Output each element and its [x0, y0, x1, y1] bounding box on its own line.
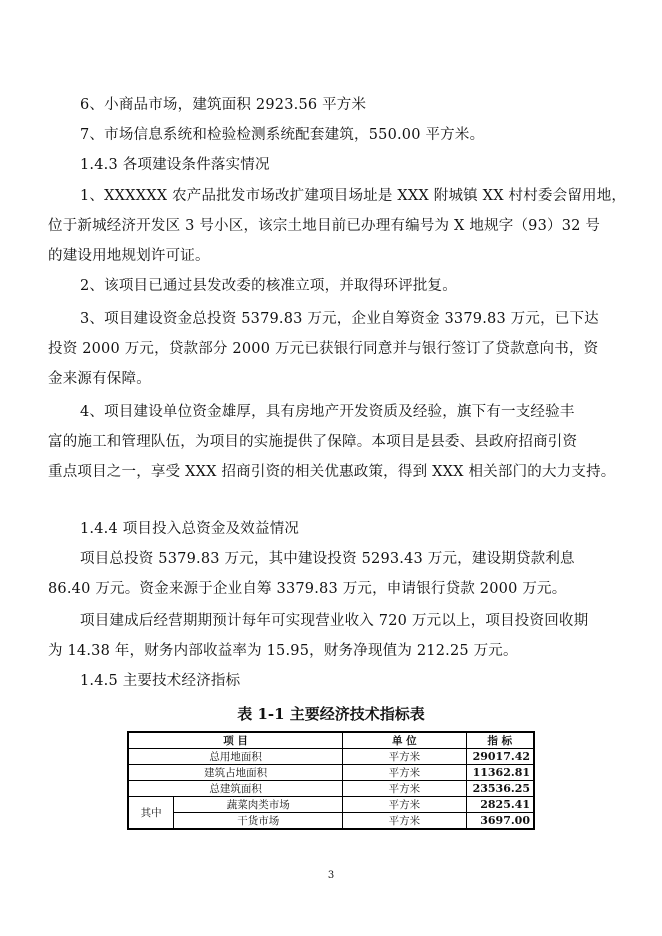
p-site-line-2: 位于新城经济开发区 3 号小区，该宗土地目前已办理有编号为 X 地规字（93）32 号: [48, 218, 601, 234]
header-value: 指 标: [466, 732, 534, 749]
row-unit: 平方米: [343, 797, 466, 813]
header-unit: 单 位: [343, 732, 466, 749]
table-header-row: [128, 732, 534, 749]
p-builder-line-3: 重点项目之一，享受 XXX 招商引资的相关优惠政策，得到 XXX 相关部门的大力支持。: [48, 464, 616, 480]
table-row: [128, 797, 534, 813]
p-funding-line-3: 金来源有保障。: [48, 371, 151, 387]
row-value: 3697.00: [466, 813, 534, 830]
indicator-table: [127, 731, 535, 830]
row-unit: 平方米: [343, 813, 466, 830]
table-row: [128, 765, 534, 781]
p-investment-line-1: 项目总投资 5379.83 万元，其中建设投资 5293.43 万元，建设期贷款利息: [80, 551, 575, 567]
p-builder-line-1: 4、项目建设单位资金雄厚，具有房地产开发资质及经验，旗下有一支经验丰: [80, 404, 575, 420]
row-value: 23536.25: [466, 781, 534, 797]
row-item: 蔬菜肉类市场: [174, 797, 343, 813]
header-item: 项 目: [128, 732, 343, 749]
heading-1-4-5: 1.4.5 主要技术经济指标: [80, 673, 241, 689]
row-item: 建筑占地面积: [128, 765, 343, 781]
p-revenue-line-2: 为 14.38 年，财务内部收益率为 15.95，财务净现值为 212.25 万元。: [48, 643, 518, 659]
row-item: 总用地面积: [128, 749, 343, 765]
row-item: 总建筑面积: [128, 781, 343, 797]
table-row: [128, 813, 534, 830]
p-site-line-3: 的建设用地规划许可证。: [48, 248, 210, 264]
row-value: 2825.41: [466, 797, 534, 813]
row-unit: 平方米: [343, 765, 466, 781]
row-value: 11362.81: [466, 765, 534, 781]
p-funding-line-2: 投资 2000 万元，贷款部分 2000 万元已获银行同意并与银行签订了贷款意向书，资: [48, 341, 599, 357]
group-label: 其中: [128, 797, 174, 830]
table-caption: 表 1-1 主要经济技术指标表: [237, 705, 425, 723]
table-row: [128, 749, 534, 765]
p-revenue-line-1: 项目建成后经营期期预计每年可实现营业收入 720 万元以上，项目投资回收期: [80, 613, 589, 629]
page-number: 3: [327, 870, 335, 881]
p-info-system: 7、市场信息系统和检验检测系统配套建筑，550.00 平方米。: [80, 127, 485, 143]
p-small-goods-market: 6、小商品市场，建筑面积 2923.56 平方米: [80, 97, 367, 113]
row-unit: 平方米: [343, 781, 466, 797]
row-value: 29017.42: [466, 749, 534, 765]
row-item: 干货市场: [174, 813, 343, 830]
p-funding-line-1: 3、项目建设资金总投资 5379.83 万元，企业自筹资金 3379.83 万元，已下达: [80, 311, 599, 327]
p-site-line-1: 1、XXXXXX 农产品批发市场改扩建项目场址是 XXX 附城镇 XX 村村委会留用地，: [80, 188, 627, 204]
p-approval: 2、该项目已通过县发改委的核准立项，并取得环评批复。: [80, 278, 457, 294]
heading-1-4-4: 1.4.4 项目投入总资金及效益情况: [80, 521, 300, 537]
row-unit: 平方米: [343, 749, 466, 765]
p-investment-line-2: 86.40 万元。资金来源于企业自筹 3379.83 万元，申请银行贷款 2000 万元。: [48, 581, 567, 597]
p-builder-line-2: 富的施工和管理队伍，为项目的实施提供了保障。本项目是县委、县政府招商引资: [48, 434, 578, 450]
table-row: [128, 781, 534, 797]
heading-1-4-3: 1.4.3 各项建设条件落实情况: [80, 157, 270, 173]
